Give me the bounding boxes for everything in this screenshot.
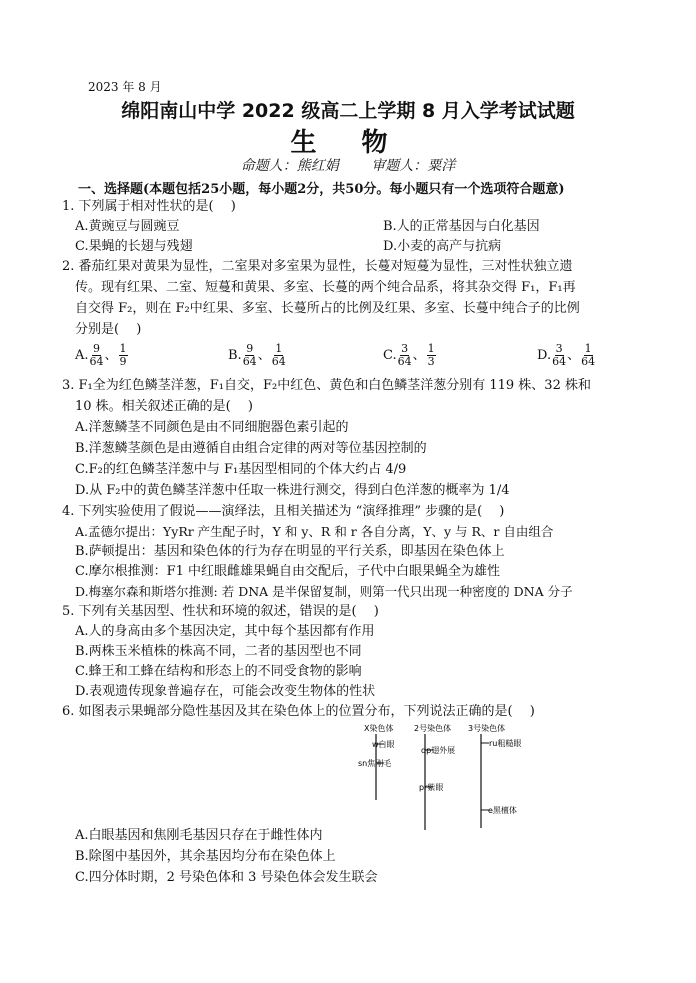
q2-option-d: D. $\frac{3}{64}$ 、 $\frac{1}{64}$ xyxy=(537,342,596,368)
option-label: D. xyxy=(537,348,552,363)
q5-option-c: C.蜂王和工蜂在结构和形态上的不同受食物的影响 xyxy=(75,664,362,679)
gene-w-label: w白眼 xyxy=(372,740,395,749)
q4-option-c: C.摩尔根推测：F1 中红眼雌雄果蝇自由交配后，子代中白眼果蝇全为雄性 xyxy=(75,564,501,579)
q3-option-d: D.从 F₂中的黄色鳞茎洋葱中任取一株进行测交，得到白色洋葱的概率为 1/4 xyxy=(75,483,510,498)
chr-2-label: 2号染色体 xyxy=(414,724,452,733)
author: 命题人：熊红娟 xyxy=(240,158,339,174)
q5-option-a: A.人的身高由多个基因决定，其中每个基因都有作用 xyxy=(75,624,375,639)
option-label: B. xyxy=(228,348,242,363)
reviewer: 审题人：粟洋 xyxy=(371,158,456,174)
gene-dp-label: dp翅外展 xyxy=(421,746,456,755)
q3-option-b: B.洋葱鳞茎颜色是由遵循自由组合定律的两对等位基因控制的 xyxy=(75,441,427,456)
q6-stem: 6. 如图表示果蝇部分隐性基因及其在染色体上的位置分布，下列说法正确的是( ) xyxy=(62,704,535,719)
fraction: $\frac{3}{64}$ xyxy=(552,342,567,368)
exam-date: 2023 年 8 月 xyxy=(88,80,162,94)
gene-e-label: e黑檀体 xyxy=(488,806,517,815)
option-label: A. xyxy=(75,348,89,363)
q1-option-b: B.人的正常基因与白化基因 xyxy=(383,219,540,234)
q5-stem: 5. 下列有关基因型、性状和环境的叙述，错误的是( ) xyxy=(62,604,379,619)
q1-option-c: C.果蝇的长翅与残翅 xyxy=(75,239,193,254)
subject-title: 生 物 xyxy=(290,128,406,158)
fraction: $\frac{1}{3}$ xyxy=(427,342,435,368)
q2-line-3: 自交得 F₂，则在 F₂中红果、多室、长蔓所占的比例及红果、多室、长蔓中纯合子的比例 xyxy=(75,301,580,316)
chr-x-label: X染色体 xyxy=(364,724,394,733)
q2-option-a: A. $\frac{9}{64}$ 、 $\frac{1}{9}$ xyxy=(75,342,127,368)
q3-line-1: 3. F₁全为红色鳞茎洋葱，F₁自交，F₂中红色、黄色和白色鳞茎洋葱分别有 119 株、32 株和 xyxy=(62,378,591,393)
q6-option-a: A.白眼基因和焦刚毛基因只存在于雌性体内 xyxy=(75,828,323,843)
q4-stem: 4. 下列实验使用了假说——演绎法，且相关描述为 “演绎推理” 步骤的是( ) xyxy=(62,504,505,519)
q1-option-a: A.黄豌豆与圆豌豆 xyxy=(75,219,180,234)
fraction: $\frac{1}{9}$ xyxy=(119,342,127,368)
fraction: $\frac{9}{64}$ xyxy=(242,342,257,368)
q6-option-c: C.四分体时期，2 号染色体和 3 号染色体会发生联会 xyxy=(75,870,378,885)
q1-stem: 1. 下列属于相对性状的是( ) xyxy=(62,199,236,214)
q4-option-a: A.孟德尔提出：YyRr 产生配子时，Y 和 y、R 和 r 各自分离，Y、y 与 R、r 自由组合 xyxy=(75,524,554,539)
section-title: 一、选择题(本题包括25小题，每小题2分，共50分。每小题只有一个选项符合题意) xyxy=(78,182,565,197)
q2-line-1: 2. 番茄红果对黄果为显性，二室果对多室果为显性，长蔓对短蔓为显性，三对性状独立遗 xyxy=(62,259,573,274)
gene-sn-label: sn焦刚毛 xyxy=(358,759,392,768)
q5-option-b: B.两株玉米植株的株高不同，二者的基因型也不同 xyxy=(75,644,362,659)
authors-line xyxy=(0,155,696,175)
q2-line-4: 分别是( ) xyxy=(75,322,142,337)
q4-option-d: D.梅塞尔森和斯塔尔推测: 若 DNA 是半保留复制，则第一代只出现一种密度的 DNA 分子 xyxy=(75,584,573,599)
q1-option-d: D.小麦的高产与抗病 xyxy=(383,239,502,254)
chromosome-diagram xyxy=(350,720,550,830)
option-label: C. xyxy=(383,348,397,363)
gene-pr-label: pr紫眼 xyxy=(419,783,444,792)
gene-ru-label: ru粗糙眼 xyxy=(489,739,522,748)
q3-option-a: A.洋葱鳞茎不同颜色是由不同细胞器色素引起的 xyxy=(75,420,349,435)
q3-line-2: 10 株。相关叙述正确的是( ) xyxy=(75,399,253,414)
q2-line-2: 传。现有红果、二室、短蔓和黄果、多室、长蔓的两个纯合品系，将其杂交得 F₁，F₁再 xyxy=(75,280,576,295)
q6-option-b: B.除图中基因外，其余基因均分布在染色体上 xyxy=(75,849,336,864)
q4-option-b: B.萨顿提出：基因和染色体的行为存在明显的平行关系，即基因在染色体上 xyxy=(75,544,505,559)
fraction: $\frac{1}{64}$ xyxy=(581,342,596,368)
fraction: $\frac{9}{64}$ xyxy=(89,342,104,368)
fraction: $\frac{1}{64}$ xyxy=(271,342,286,368)
chr-3-label: 3号染色体 xyxy=(468,724,506,733)
q3-option-c: C.F₂的红色鳞茎洋葱中与 F₁基因型相同的个体大约占 4/9 xyxy=(75,462,407,477)
q2-option-b: B. $\frac{9}{64}$ 、 $\frac{1}{64}$ xyxy=(228,342,286,368)
q5-option-d: D.表观遗传现象普遍存在，可能会改变生物体的性状 xyxy=(75,684,376,699)
fraction: $\frac{3}{64}$ xyxy=(397,342,412,368)
q2-option-c: C. $\frac{3}{64}$ 、 $\frac{1}{3}$ xyxy=(383,342,435,368)
exam-title: 绵阳南山中学 2022 级高二上学期 8 月入学考试试题 xyxy=(121,100,575,122)
